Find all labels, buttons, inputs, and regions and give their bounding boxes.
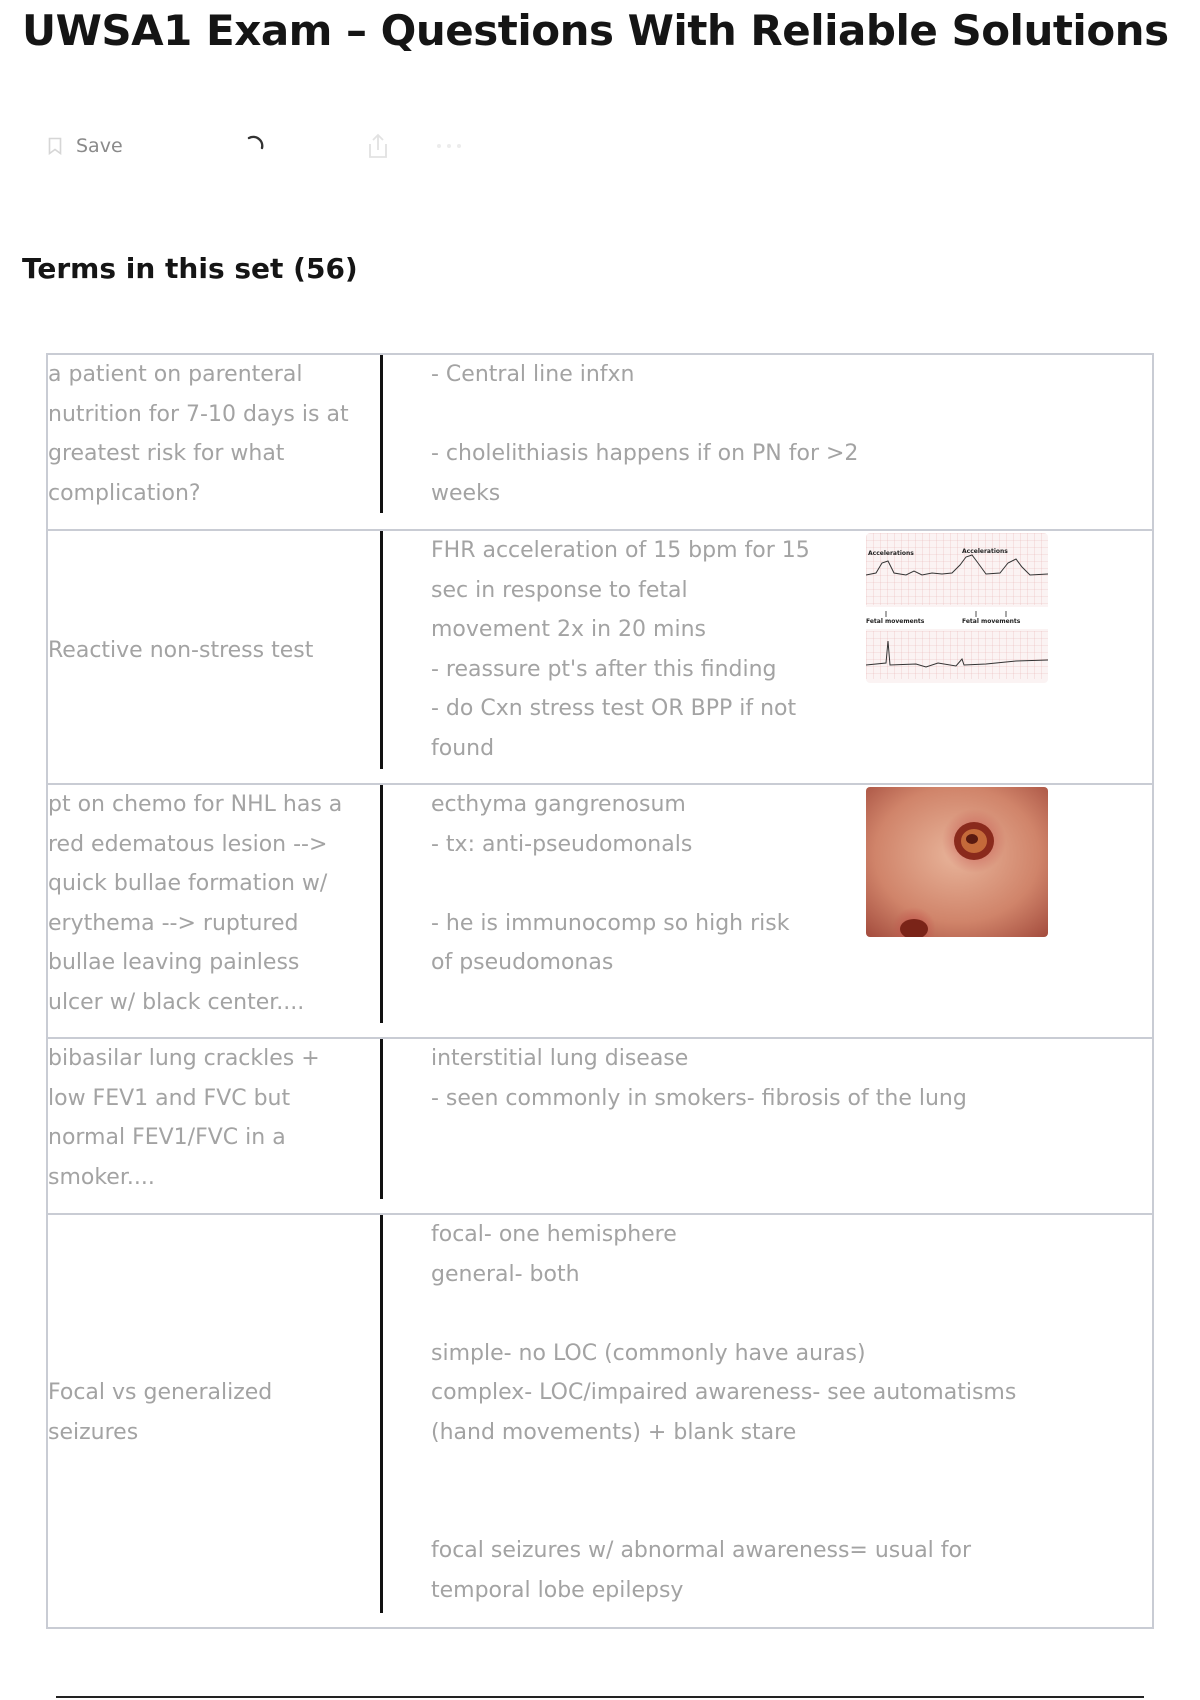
- definition-text: interstitial lung disease - seen commonly in smokers- fibrosis of the lung: [431, 1046, 967, 1111]
- more-options-button[interactable]: [434, 128, 464, 164]
- share-button[interactable]: [366, 128, 390, 164]
- toolbar: [48, 128, 508, 164]
- bottom-divider: [56, 1696, 1144, 1698]
- term-text: Reactive non-stress test: [48, 638, 314, 663]
- term-text: bibasilar lung crackles + low FEV1 and FVC but normal FEV1/FVC in a smoker....: [48, 1046, 320, 1190]
- row-divider: [380, 531, 383, 769]
- term-card: [46, 1037, 1154, 1215]
- tracing-label: Accelerations: [868, 550, 914, 557]
- loading-spinner-icon: [240, 128, 268, 164]
- save-button[interactable]: [48, 128, 123, 164]
- row-divider: [380, 1039, 383, 1199]
- term-text: Focal vs generalized seizures: [48, 1380, 273, 1445]
- tracing-label: Accelerations: [962, 548, 1008, 555]
- term-card: [46, 353, 1154, 531]
- terms-table: [46, 355, 1154, 1629]
- term-text: pt on chemo for NHL has a red edematous lesion --> quick bullae formation w/ erythema --> ruptured bullae leaving painless ulcer w/ black center....: [48, 792, 343, 1015]
- term-text: a patient on parenteral nutrition for 7-10 days is at greatest risk for what complication?: [48, 362, 349, 506]
- row-divider: [380, 355, 383, 513]
- definition-text: focal- one hemisphere general- both simple- no LOC (commonly have auras) complex- LOC/impaired awareness- see automatisms (hand movements) + blank stare focal seizures w/ abnormal awareness= usual for temporal lobe epilepsy: [431, 1222, 1017, 1603]
- term-card: [46, 1213, 1154, 1629]
- definition-text: FHR acceleration of 15 bpm for 15 sec in response to fetal movement 2x in 20 mins - reassure pt's after this finding - do Cxn stress test OR BPP if not found: [431, 538, 810, 761]
- tracing-label: Fetal movements: [962, 618, 1021, 625]
- definition-text: ecthyma gangrenosum - tx: anti-pseudomonals - he is immunocomp so high risk of pseudomonas: [431, 792, 790, 975]
- row-divider: [380, 1215, 383, 1613]
- save-label: Save: [76, 135, 123, 157]
- term-card: [46, 529, 1154, 785]
- definition-text: - Central line infxn - cholelithiasis happens if on PN for >2 weeks: [431, 362, 859, 506]
- terms-heading: Terms in this set (56): [22, 252, 358, 285]
- share-icon: [366, 132, 390, 160]
- term-card: [46, 783, 1154, 1039]
- page-title: UWSA1 Exam – Questions With Reliable Solutions: [22, 6, 1169, 55]
- skin-lesion-image: [866, 787, 1048, 937]
- tracing-label: Fetal movements: [866, 618, 925, 625]
- row-divider: [380, 785, 383, 1023]
- bookmark-icon: [48, 137, 62, 155]
- more-dots-icon: [434, 141, 464, 151]
- fetal-heart-rate-tracing-image: [866, 533, 1048, 683]
